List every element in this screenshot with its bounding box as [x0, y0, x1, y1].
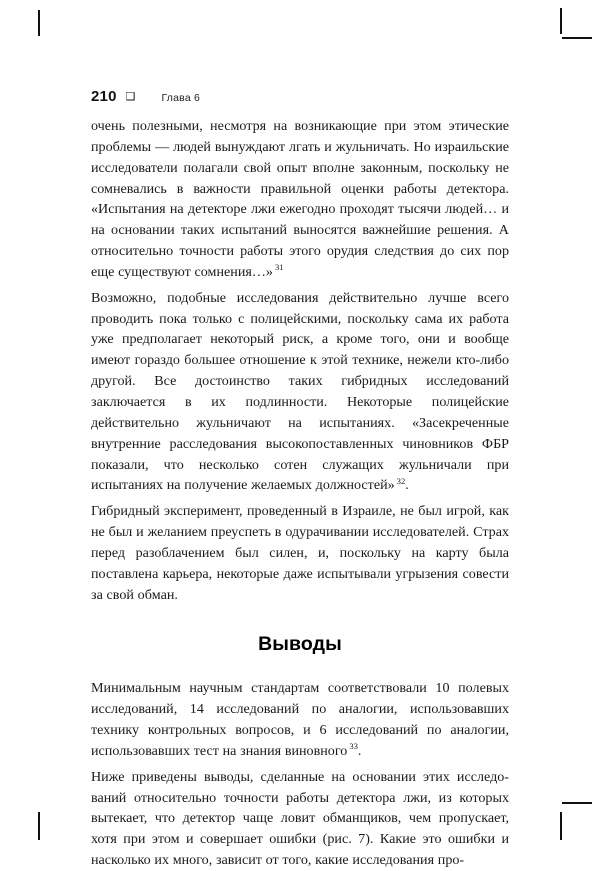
chapter-title: Глава 6: [161, 92, 201, 104]
paragraph-2-text: Возможно, подобные исследования действительно лучше всего проводить пока только с полицейскими, поскольку сама их работа уже предполагает некоторый риск, а кроме того, они и вообще имеют гораздо большее отношение к этой технике, нежели кто-либо другой. Все достоинство таких гибридных исследований заключается в их подлинности. Некоторые полицейские действительно жульничают на испытаниях. «Засекреченные внутренние расследования высокопоставленных чиновников ФБР показали, что несколько сотен служащих жульничали при испытаниях на получение желаемых должностей»: [91, 289, 509, 494]
paragraph-1-text: очень полезными, несмотря на возникающие при этом этические проблемы — людей вынуждают лгать и жульничать. Но израильские исследователи полагали свой опыт вполне законным, поскольку не сомневались в важности правильной оценки работы детектора. «Испытания на детекторе лжи ежегодно проходят тысячи людей… и на основании таких испытаний выносятся важнейшие решения. А относительно точности работы этого орудия следствия до сих пор еще существуют сомнения…»: [91, 118, 509, 280]
crop-mark-bottom-right-horizontal: [562, 802, 592, 804]
paragraph-2-tail: .: [405, 477, 409, 494]
crop-mark-top-left-vertical: [38, 10, 40, 36]
page-number: 210: [91, 88, 117, 105]
paragraph-2: [91, 288, 509, 496]
footnote-marker-31: 31: [274, 262, 284, 273]
crop-mark-bottom-right-vertical: [560, 812, 562, 840]
running-head: [91, 88, 509, 108]
footnote-marker-33: 33: [349, 741, 358, 752]
paragraph-4-tail: .: [357, 742, 362, 759]
paragraph-5: [91, 767, 509, 871]
paragraph-4: [91, 678, 509, 761]
crop-mark-top-right-vertical: [560, 8, 562, 34]
crop-mark-bottom-left-vertical: [38, 812, 40, 840]
paragraph-4-text: Минимальным научным стандартам соответствовали 10 полевых исследований, 14 исследований по аналогии, использовавших технику контрольных вопросов, и 6 исследований по аналогии, использовавших тест на знания виновного: [91, 680, 509, 759]
body-text-block: [91, 116, 509, 871]
heading-space-above: [91, 605, 509, 633]
paragraph-1: [91, 116, 509, 283]
heading-space-below: [91, 656, 509, 678]
paragraph-3-text: Гибридный эксперимент, проведенный в Израиле, не был игрой, как не был и желанием преуспеть в одурачивании исследователей. Страх перед разоблачением был силен, и, поскольку на карту была поставлена карьера, некоторые даже испытывали угрызения совести за свой обман.: [91, 503, 509, 603]
footnote-marker-32: 32: [396, 475, 406, 486]
section-heading: Выводы: [258, 633, 342, 656]
paragraph-3: [91, 501, 509, 605]
paragraph-5-text: Ниже приведены выводы, сделанные на основании этих исследований относительно точности работы детектора лжи, из которых вытекает, что детектор чаще ловит обманщиков, чем пропускает, хотя при этом и совершает ошибки (рис. 7). Какие это ошибки и насколько их много, зависит от того, какие исследования про-: [91, 768, 509, 869]
crop-mark-top-right-horizontal: [562, 37, 592, 39]
square-bullet-icon: ❑: [125, 90, 136, 103]
